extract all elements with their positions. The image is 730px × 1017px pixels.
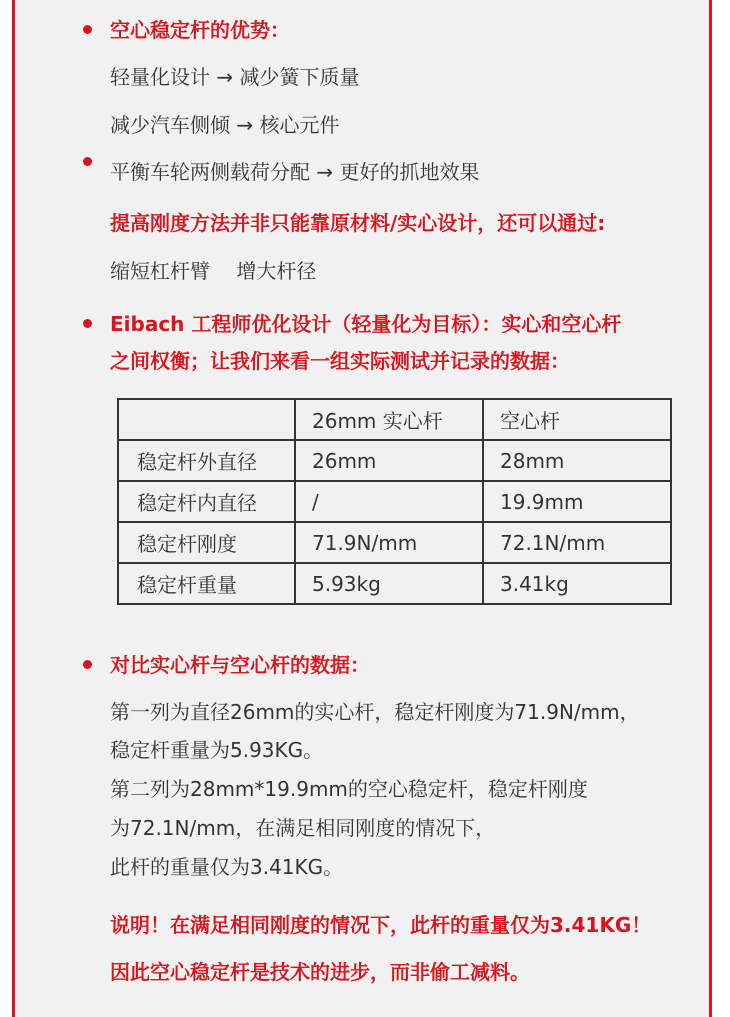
table-cell: 5.93kg [295,563,483,604]
table-row [118,481,671,522]
advantages-title: 空心稳定杆的优势： [110,18,290,42]
table-row [118,440,671,481]
compare-title: 对比实心杆与空心杆的数据： [110,653,370,677]
table-cell: 26mm [295,440,483,481]
bullet-dot [83,157,92,166]
table-cell: 28mm [483,440,671,481]
table-row [118,563,671,604]
table-header-cell: 26mm 实心杆 [295,399,483,440]
method-line: 缩短杠杆臂 增大杆径 [110,259,317,283]
bullet-dot [83,319,92,328]
compare-paragraph-line: 第二列为28mm*19.9mm的空心稳定杆，稳定杆刚度 [110,777,588,801]
advantage-line-3: 平衡车轮两侧载荷分配 → 更好的抓地效果 [110,160,480,184]
table-cell: / [295,481,483,522]
advantage-line-1: 轻量化设计 → 减少簧下质量 [110,65,360,89]
table-cell: 稳定杆外直径 [118,440,295,481]
bullet-dot [83,660,92,669]
table-row [118,522,671,563]
method-title: 提高刚度方法并非只能靠原材料/实心设计，还可以通过: [110,211,606,235]
table-cell: 72.1N/mm [483,522,671,563]
table-cell: 稳定杆重量 [118,563,295,604]
table-cell: 3.41kg [483,563,671,604]
table-header-cell [118,399,295,440]
compare-paragraph-line: 第一列为直径26mm的实心杆，稳定杆刚度为71.9N/mm， [110,700,640,724]
note-line-2: 因此空心稳定杆是技术的进步，而非偷工减料。 [110,960,530,984]
bullet-dot [83,25,92,34]
compare-paragraph-line: 此杆的重量仅为3.41KG。 [110,855,344,879]
eibach-line-2: 之间权衡；让我们来看一组实际测试并记录的数据： [110,349,570,373]
table-cell: 稳定杆内直径 [118,481,295,522]
note-line-1: 说明！在满足相同刚度的情况下，此杆的重量仅为3.41KG！ [110,913,652,937]
table-cell: 19.9mm [483,481,671,522]
table-header-cell: 空心杆 [483,399,671,440]
eibach-line-1: Eibach 工程师优化设计（轻量化为目标）：实心和空心杆 [110,312,622,336]
advantage-line-2: 减少汽车侧倾 → 核心元件 [110,113,340,137]
table-cell: 稳定杆刚度 [118,522,295,563]
comparison-table [117,398,672,605]
compare-paragraph-line: 稳定杆重量为5.93KG。 [110,738,324,762]
table-cell: 71.9N/mm [295,522,483,563]
compare-paragraph-line: 为72.1N/mm，在满足相同刚度的情况下， [110,816,496,840]
table-header-row [118,399,671,440]
